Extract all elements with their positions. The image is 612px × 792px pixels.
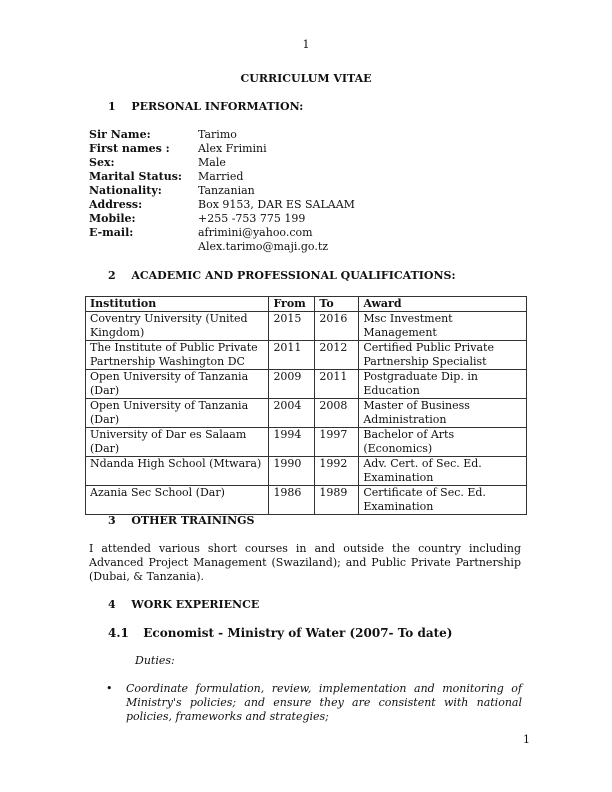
table-cell: Postgraduate Dip. in Education: [359, 370, 527, 399]
table-cell: 2009: [269, 370, 315, 399]
table-row: [86, 341, 527, 370]
section-3-title: OTHER TRAININGS: [131, 514, 255, 527]
table-cell: 2004: [269, 399, 315, 428]
subsection-4-1-title: Economist - Ministry of Water (2007- To date): [143, 626, 453, 640]
trainings-paragraph: I attended various short courses in and outside the country including Advanced Project Management (Swaziland); and Public Private Partnership (Dubai, & Tanzania).: [89, 542, 521, 583]
section-4-number: 4: [108, 598, 116, 611]
personal-row: [89, 240, 519, 254]
section-3-heading: [108, 514, 254, 527]
table-row: [86, 312, 527, 341]
table-cell: Certificate of Sec. Ed. Examination: [359, 486, 527, 515]
table-cell: Certified Public Private Partnership Specialist: [359, 341, 527, 370]
personal-label: Sir Name:: [89, 128, 151, 141]
table-cell: Coventry University (United Kingdom): [86, 312, 269, 341]
personal-label: Address:: [89, 198, 143, 211]
column-header: Institution: [86, 297, 269, 312]
personal-value: Box 9153, DAR ES SALAAM: [198, 198, 355, 211]
table-cell: 2015: [269, 312, 315, 341]
personal-label: Sex:: [89, 156, 115, 169]
section-2-title: ACADEMIC AND PROFESSIONAL QUALIFICATIONS:: [131, 269, 456, 282]
personal-row: [89, 156, 519, 170]
table-cell: 1997: [315, 428, 359, 457]
table-row: [86, 428, 527, 457]
table-cell: Master of Business Administration: [359, 399, 527, 428]
duty-item: Coordinate formulation, review, implementation and monitoring of Ministry's policies; and ensure they are consistent with national policies, frameworks and strategies;: [126, 682, 522, 723]
personal-value: Married: [198, 170, 244, 183]
qualifications-table: [85, 296, 527, 515]
table-cell: 2011: [315, 370, 359, 399]
personal-value: Male: [198, 156, 226, 169]
subsection-4-1-number: 4.1: [108, 626, 129, 640]
header-page-number: 1: [302, 38, 310, 51]
table-cell: The Institute of Public Private Partnership Washington DC: [86, 341, 269, 370]
personal-label: Mobile:: [89, 212, 136, 225]
footer-page-number: 1: [523, 733, 530, 746]
column-header: To: [315, 297, 359, 312]
section-4-title: WORK EXPERIENCE: [131, 598, 260, 611]
table-cell: 1986: [269, 486, 315, 515]
personal-row: [89, 212, 519, 226]
table-cell: Msc Investment Management: [359, 312, 527, 341]
column-header: From: [269, 297, 315, 312]
document-title: CURRICULUM VITAE: [240, 72, 372, 85]
column-header: Award: [359, 297, 527, 312]
email-link[interactable]: afrimini@yahoo.com: [198, 226, 313, 239]
personal-value: Tarimo: [198, 128, 237, 141]
personal-row: [89, 128, 519, 142]
table-cell: Azania Sec School (Dar): [86, 486, 269, 515]
personal-row: [89, 142, 519, 156]
duties-label: Duties:: [135, 654, 175, 667]
table-cell: Open University of Tanzania (Dar): [86, 399, 269, 428]
table-row: [86, 486, 527, 515]
personal-row: [89, 170, 519, 184]
personal-value: Alex Frimini: [198, 142, 267, 155]
personal-label: First names :: [89, 142, 170, 155]
personal-row: [89, 184, 519, 198]
table-row: [86, 457, 527, 486]
personal-label: E-mail:: [89, 226, 134, 239]
section-1-title: PERSONAL INFORMATION:: [131, 100, 304, 113]
personal-row: [89, 226, 519, 240]
personal-label: Nationality:: [89, 184, 162, 197]
table-row: [86, 399, 527, 428]
table-cell: 1989: [315, 486, 359, 515]
table-cell: Bachelor of Arts (Economics): [359, 428, 527, 457]
table-cell: 2011: [269, 341, 315, 370]
table-header-row: [86, 297, 527, 312]
section-2-heading: [108, 269, 456, 282]
section-1-heading: [108, 100, 303, 113]
table-cell: University of Dar es Salaam (Dar): [86, 428, 269, 457]
table-cell: 1990: [269, 457, 315, 486]
table-cell: Ndanda High School (Mtwara): [86, 457, 269, 486]
section-3-number: 3: [108, 514, 116, 527]
table-cell: 1992: [315, 457, 359, 486]
table-cell: Open University of Tanzania (Dar): [86, 370, 269, 399]
personal-row: [89, 198, 519, 212]
table-cell: 2016: [315, 312, 359, 341]
table-row: [86, 370, 527, 399]
personal-value: Tanzanian: [198, 184, 255, 197]
table-cell: 1994: [269, 428, 315, 457]
table-cell: 2008: [315, 399, 359, 428]
table-cell: Adv. Cert. of Sec. Ed. Examination: [359, 457, 527, 486]
email-link[interactable]: Alex.tarimo@maji.go.tz: [198, 240, 329, 253]
section-2-number: 2: [108, 269, 116, 282]
subsection-4-1-heading: [108, 626, 452, 640]
table-cell: 2012: [315, 341, 359, 370]
personal-value: +255 -753 775 199: [198, 212, 306, 225]
section-4-heading: [108, 598, 259, 611]
personal-label: Marital Status:: [89, 170, 182, 183]
bullet-icon: •: [106, 682, 113, 695]
section-1-number: 1: [108, 100, 116, 113]
